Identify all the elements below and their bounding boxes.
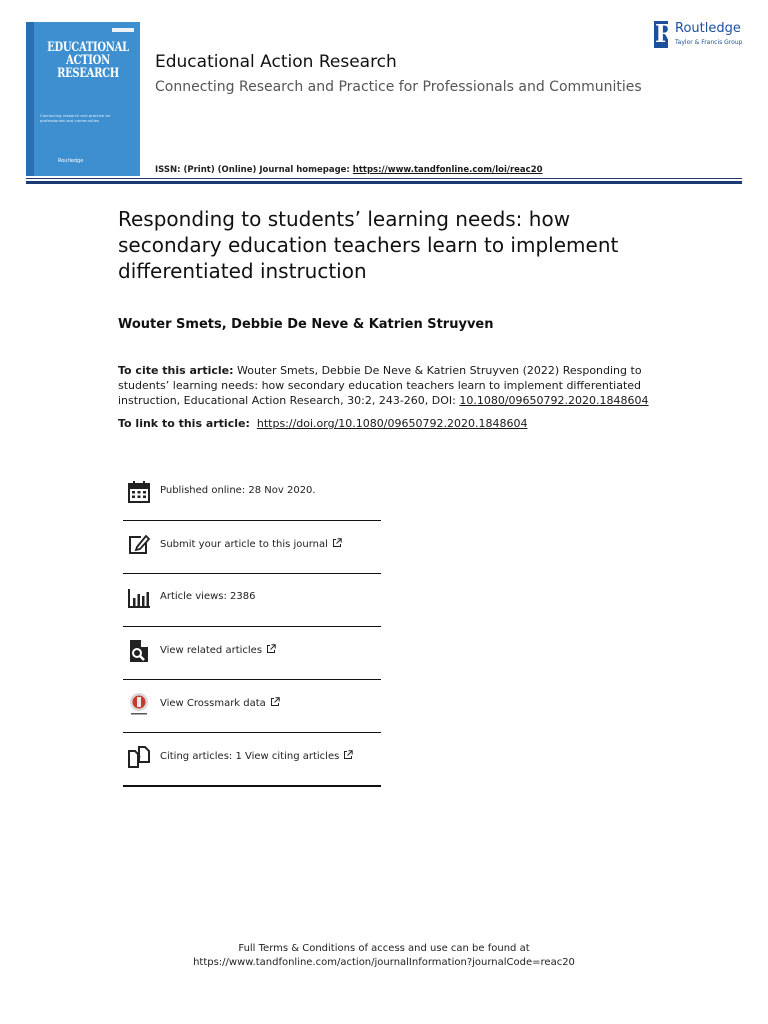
journal-subtitle: Connecting Research and Practice for Professionals and Communities [155, 79, 642, 95]
document-search-icon [127, 639, 151, 663]
cover-tagline: Connecting research and practice for professionals and communities [40, 113, 111, 123]
routledge-logo [654, 20, 749, 50]
citing-articles-row[interactable] [123, 733, 381, 785]
citing-articles-link[interactable]: Citing articles: 1 View citing articles [160, 750, 353, 763]
footer-terms-url[interactable]: https://www.tandfonline.com/action/journalInformation?journalCode=reac20 [193, 957, 575, 968]
journal-cover-image [26, 22, 140, 176]
external-link-icon [266, 644, 276, 657]
external-link-icon [343, 750, 353, 763]
external-link-icon [332, 538, 342, 551]
journal-homepage-link[interactable]: https://www.tandfonline.com/loi/reac20 [352, 165, 543, 175]
citing-articles-icon [127, 745, 151, 769]
issn-prefix: ISSN: (Print) (Online) Journal homepage: [155, 165, 353, 175]
article-views-text: Article views: 2386 [160, 591, 256, 602]
article-link-line [118, 417, 527, 430]
logo-name: Routledge [675, 21, 741, 36]
cover-title: EDUCATIONAL ACTION RESEARCH [47, 40, 129, 81]
header-rule-thin [26, 178, 742, 179]
bar-chart-icon [127, 586, 151, 610]
cover-label [112, 28, 134, 32]
article-views-row [123, 574, 381, 626]
citation-block [118, 363, 658, 408]
link-label: To link to this article: [118, 417, 250, 430]
published-online-text: Published online: 28 Nov 2020. [160, 485, 316, 496]
info-divider-bottom [123, 785, 381, 787]
article-doi-url[interactable]: https://doi.org/10.1080/09650792.2020.1848604 [256, 417, 528, 430]
external-link-icon [270, 697, 280, 710]
crossmark-row[interactable] [123, 680, 381, 732]
crossmark-icon [127, 692, 151, 716]
article-authors: Wouter Smets, Debbie De Neve & Katrien Struyven [118, 317, 494, 332]
submit-article-link[interactable]: Submit your article to this journal [160, 538, 342, 551]
published-online-row [123, 468, 381, 520]
logo-subtitle: Taylor & Francis Group [675, 39, 743, 46]
cover-band [26, 22, 34, 176]
submit-article-row[interactable] [123, 521, 381, 573]
article-info-list [123, 468, 381, 787]
cover-publisher: Routledge [58, 158, 84, 164]
cite-text: Wouter Smets, Debbie De Neve & Katrien Struyven (2022) Responding to students’ learning needs: how secondary education teachers learn to implement differentiated instruction, Educational Action Research, 30:2, 243-260, DOI: [118, 364, 642, 407]
terms-footer [0, 942, 768, 970]
cite-label: To cite this article: [118, 364, 234, 377]
related-articles-link[interactable]: View related articles [160, 644, 276, 657]
journal-title: Educational Action Research [155, 52, 397, 72]
footer-line-1: Full Terms & Conditions of access and use can be found at [238, 943, 530, 954]
issn-line [155, 165, 543, 175]
header-rule-thick [26, 181, 742, 184]
edit-icon [127, 533, 151, 557]
crossmark-link[interactable]: View Crossmark data [160, 697, 280, 710]
logo-glyph: R [655, 19, 675, 48]
calendar-icon [127, 480, 151, 504]
doi-link[interactable]: 10.1080/09650792.2020.1848604 [459, 394, 649, 407]
related-articles-row[interactable] [123, 627, 381, 679]
article-title: Responding to students’ learning needs: how secondary education teachers learn to implement differentiated instruction [118, 207, 619, 283]
